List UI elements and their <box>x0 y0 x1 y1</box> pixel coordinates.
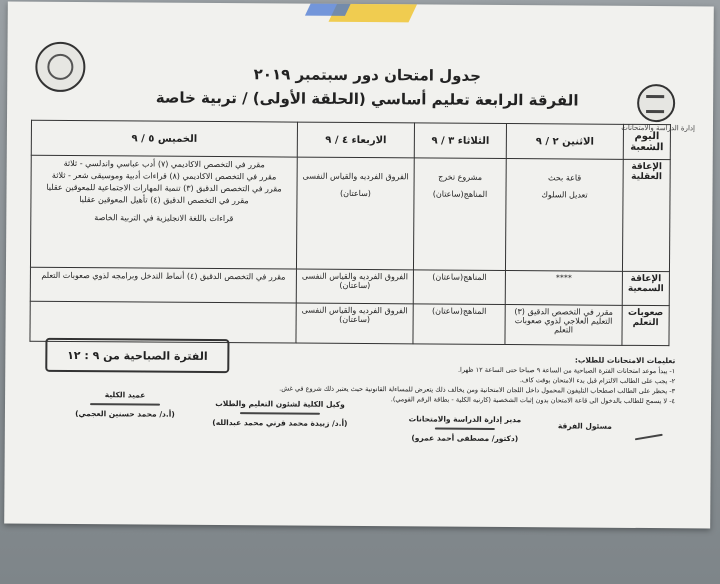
cell-learning-thu <box>30 301 296 343</box>
label-line: السمعية <box>627 283 664 295</box>
instruction-line: ٣- يحظر على الطالب اصطحاب التليفون المحمول داخل اللجان الامتحانية ومن يخالف ذلك يتعرض للمساءلة القانونية حيث يعتبر ذلك شروع في غش. <box>279 384 676 396</box>
table-row-mental <box>30 155 670 271</box>
cell-text: المناهج(ساعتان) <box>432 189 488 199</box>
director-signature <box>400 414 530 443</box>
instruction-line: ٤- لا يسمح للطالب بالدخول الى قاعة الامتحان بدون إثبات الشخصية (كارنيه الكلية - بطاقة الرقم القومي). <box>390 395 676 406</box>
cell-text: (ساعتان) <box>339 314 371 325</box>
schedule-table <box>29 120 671 346</box>
signature-scribble <box>90 403 160 405</box>
instruction-line: ٢- يجب على الطالب الالتزام قبل بدء الامتحان بوقت كاف. <box>519 376 676 386</box>
cell-text: قراءات باللغة الانجليزية في التربية الخاصة <box>94 213 234 224</box>
cell-mental-wed <box>296 157 414 270</box>
cell-text: (ساعتان) <box>340 188 371 199</box>
cell-text: قاعة بحث <box>548 173 582 183</box>
director-name: (دكتور/ مصطفى أحمد عمرو) <box>411 433 519 444</box>
vice-name: (أ.د/ زبيدة محمد قرني محمد عبدالله) <box>212 417 348 428</box>
cell-mental-thu <box>30 155 297 269</box>
cell-hearing-wed <box>296 269 413 304</box>
cell-text: الفروق الفرديه والقياس النفسى <box>301 271 409 282</box>
col-thursday: الخميس ٥ / ٩ <box>31 120 297 157</box>
dean-title: عميد الكلية <box>104 390 146 400</box>
cell-text: التعليم العلاجي لذوي صعوبات التعلم <box>514 316 613 335</box>
dean-name: (أ.د/ محمد حسنين العجمي) <box>75 409 175 419</box>
label-line: التعلم <box>632 317 659 329</box>
cell-text: مشروع تخرج <box>438 172 483 182</box>
college-logo-icon <box>637 84 675 122</box>
page-subtitle: الفرقة الرابعة تعليم أساسي (الحلقة الأولى) / تربية خاصة <box>155 88 579 110</box>
cell-text: مقرر في التخصص الدقيق (٣) تنمية المهارات الاجتماعية للمعوقين عقليا <box>46 182 282 194</box>
vice-dean-signature <box>195 399 365 428</box>
instructions-heading: تعليمات الامتحانات للطلاب: <box>574 355 676 366</box>
vice-title: وكيل الكلية لشئون التعليم والطلاب <box>215 399 345 409</box>
cell-hearing-tue: المناهج(ساعتان) <box>413 270 505 305</box>
cell-learning-wed <box>296 303 413 344</box>
exam-schedule-sheet <box>4 2 714 529</box>
day-label: اليوم <box>634 130 660 143</box>
cell-learning-mon <box>505 305 622 346</box>
col-tuesday: الثلاثاء ٣ / ٩ <box>414 123 506 159</box>
cell-hearing-mon: **** <box>505 271 622 306</box>
cell-text: الفروق الفرديه والقياس النفسى <box>301 305 408 316</box>
cell-text: تعديل السلوك <box>541 190 588 200</box>
college-dept-label: إدارة الدراسة والامتحانات <box>621 123 695 133</box>
label-line: الإعاقة <box>631 161 663 173</box>
cell-mental-tue <box>413 158 506 271</box>
table-header-row <box>31 120 670 159</box>
cell-text: مقرر في التخصص الاكاديمي (٨) قراءات أدبية وموسيقى شعر - ثلاثة <box>51 170 277 182</box>
cell-text: (ساعتان) <box>339 280 371 291</box>
blue-tab-decoration <box>305 4 351 16</box>
label-line: الإعاقة <box>630 273 662 285</box>
day-division-header <box>623 124 670 159</box>
col-wednesday: الاربعاء ٤ / ٩ <box>297 122 414 158</box>
class-officer-signature <box>550 421 620 430</box>
cell-text: مقرر في التخصص الدقيق (٣) <box>514 307 613 317</box>
row-label-hearing <box>622 271 669 305</box>
col-monday: الاثنين ٢ / ٩ <box>506 124 623 160</box>
cell-text: مقرر في التخصص الاكاديمي (٧) أدب عباسي واندلسي - ثلاثة <box>63 158 265 170</box>
row-label-learning <box>622 305 669 345</box>
cell-mental-mon <box>505 159 623 272</box>
signature-scribble <box>635 434 663 441</box>
dean-signature <box>65 390 185 419</box>
row-label-mental <box>622 159 670 271</box>
cell-hearing-thu: مقرر في التخصص الدقيق (٤) أنماط التدخل وبرامجه لذوي صعوبات التعلم <box>30 267 296 303</box>
label-line: صعوبات <box>628 307 664 319</box>
cell-text: الفروق الفرديه والقياس النفسى <box>302 171 409 182</box>
instruction-line: ١- يبدأ موعد امتحانات الفترة الصباحية من الساعة ٩ صباحا حتى الساعة ١٢ ظهرا. <box>457 365 676 376</box>
officer-title: مسئول الفرقة <box>557 421 612 431</box>
label-line: العقلية <box>631 171 663 183</box>
cell-learning-tue: المناهج(ساعتان) <box>413 304 505 345</box>
morning-period-box: الفترة الصباحية من ٩ : ١٢ <box>45 338 229 373</box>
signature-scribble <box>240 412 320 415</box>
director-title: مدير إدارة الدراسة والامتحانات <box>408 414 522 425</box>
university-seal-icon <box>35 42 85 92</box>
exam-instructions <box>265 353 675 406</box>
page-title: جدول امتحان دور سبتمبر ٢٠١٩ <box>253 65 482 85</box>
table-row-hearing <box>30 267 669 305</box>
signature-scribble <box>435 428 495 430</box>
cell-text: مقرر في التخصص الدقيق (٤) تأهيل المعوقين عقليا <box>79 195 249 206</box>
division-label: الشعبة <box>630 141 664 154</box>
